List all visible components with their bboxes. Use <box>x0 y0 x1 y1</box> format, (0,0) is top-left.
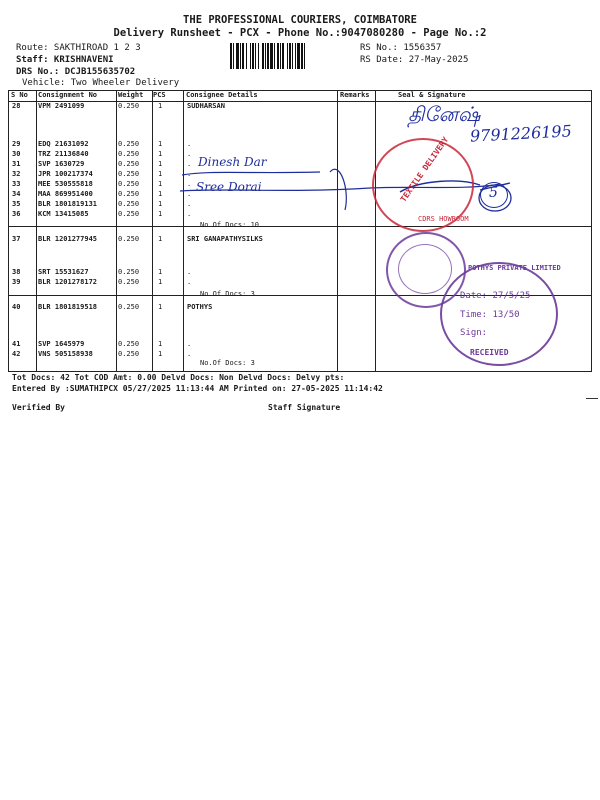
row-35-det: . <box>187 200 192 208</box>
handwritten-signature: தினேஷ் <box>408 102 481 126</box>
drs-number: DRS No.: DCJB155635702 <box>16 67 136 77</box>
row-42-pcs: 1 <box>158 350 163 358</box>
row-35-con: BLR 1801819131 <box>38 200 98 208</box>
row-29-det: . <box>187 140 192 148</box>
row-28-pcs: 1 <box>158 102 163 110</box>
row-38-det: . <box>187 268 192 276</box>
rs-number: RS No.: 1556357 <box>360 43 442 53</box>
row-29-con: EDQ 21631092 <box>38 140 89 148</box>
row-30-pcs: 1 <box>158 150 163 158</box>
entered-by-line: Entered By :SUMATHIPCX 05/27/2025 11:13:44 AM Printed on: 27-05-2025 11:14:42 <box>12 384 383 393</box>
row-33-sno: 33 <box>12 180 21 188</box>
row-34-det: . <box>187 190 192 198</box>
row-31-con: SVP 1630729 <box>38 160 85 168</box>
row-35-wt: 0.250 <box>118 200 140 208</box>
row-29-sno: 29 <box>12 140 21 148</box>
barcode <box>230 43 354 69</box>
handwritten-mark-5: 5 <box>489 185 498 201</box>
row-34-con: MAA 869951400 <box>38 190 93 198</box>
row-39-det: . <box>187 278 192 286</box>
row-36-det: . <box>187 210 192 218</box>
row-33-wt: 0.250 <box>118 180 140 188</box>
pothys-ring-text: POTHYS PRIVATE LIMITED <box>468 264 561 272</box>
row-28-wt: 0.250 <box>118 102 140 110</box>
row-40-wt: 0.250 <box>118 303 140 311</box>
row-31-det: . <box>187 160 192 168</box>
row-32-wt: 0.250 <box>118 170 140 178</box>
row-35-sno: 35 <box>12 200 21 208</box>
totals-line: Tot Docs: 42 Tot COD Amt: 0.00 Delvd Docs: Non Delvd Docs: Delvy pts: <box>12 373 345 382</box>
row-37-sno: 37 <box>12 235 21 243</box>
pothys-received-text: RECEIVED <box>470 348 509 357</box>
row-39-con: BLR 1201278172 <box>38 278 98 286</box>
pothys-sign: Sign: <box>460 328 488 338</box>
col-consignment: Consignment No <box>38 91 98 99</box>
runsheet-subtitle: Delivery Runsheet - PCX - Phone No.:9047080280 - Page No.:2 <box>113 27 487 39</box>
col-weight: Weight <box>118 91 144 99</box>
row-32-sno: 32 <box>12 170 21 178</box>
row-42-sno: 42 <box>12 350 21 358</box>
margin-tick <box>586 398 598 399</box>
col-consignee: Consignee Details <box>186 91 258 99</box>
row-41-con: SVP 1645979 <box>38 340 85 348</box>
row-36-sno: 36 <box>12 210 21 218</box>
row-36-wt: 0.250 <box>118 210 140 218</box>
pothys-date: Date: 27/5/25 <box>460 291 531 301</box>
row-28-sno: 28 <box>12 102 21 110</box>
handwritten-name-2: Sree Dorai <box>196 180 262 194</box>
route-label: Route: SAKTHIROAD 1 2 3 <box>16 43 141 53</box>
row-32-det: . <box>187 170 192 178</box>
col-pcs: PCS <box>153 91 166 99</box>
row-35-pcs: 1 <box>158 200 163 208</box>
handwritten-phone: 9791226195 <box>469 121 573 146</box>
row-33-con: MEE 530555818 <box>38 180 93 188</box>
col-remarks: Remarks <box>340 91 370 99</box>
row-38-sno: 38 <box>12 268 21 276</box>
row-41-pcs: 1 <box>158 340 163 348</box>
group-docs-1: No.Of Docs: 10 <box>200 221 260 229</box>
handwritten-name-1: Dinesh Dar <box>198 155 267 169</box>
row-37-det: SRI GANAPATHYSILKS <box>187 235 263 243</box>
group-docs-3: No.Of Docs: 3 <box>200 359 255 367</box>
row-29-pcs: 1 <box>158 140 163 148</box>
row-41-sno: 41 <box>12 340 21 348</box>
row-40-pcs: 1 <box>158 303 163 311</box>
row-39-pcs: 1 <box>158 278 163 286</box>
row-41-wt: 0.250 <box>118 340 140 348</box>
company-title: THE PROFESSIONAL COURIERS, COIMBATORE <box>183 14 417 26</box>
row-32-con: JPR 100217374 <box>38 170 93 178</box>
row-37-pcs: 1 <box>158 235 163 243</box>
row-37-wt: 0.250 <box>118 235 140 243</box>
row-28-det: SUDHARSAN <box>187 102 225 110</box>
row-42-wt: 0.250 <box>118 350 140 358</box>
col-sno: S No <box>11 91 28 99</box>
row-30-wt: 0.250 <box>118 150 140 158</box>
row-30-con: TRZ 21136840 <box>38 150 89 158</box>
group-docs-2: No.Of Docs: 3 <box>200 290 255 298</box>
rs-date: RS Date: 27-May-2025 <box>360 55 469 65</box>
row-40-sno: 40 <box>12 303 21 311</box>
row-37-con: BLR 1201277945 <box>38 235 98 243</box>
row-32-pcs: 1 <box>158 170 163 178</box>
staff-signature-label: Staff Signature <box>268 403 341 412</box>
row-33-pcs: 1 <box>158 180 163 188</box>
row-38-wt: 0.250 <box>118 268 140 276</box>
row-36-con: KCM 13415085 <box>38 210 89 218</box>
row-30-sno: 30 <box>12 150 21 158</box>
row-34-wt: 0.250 <box>118 190 140 198</box>
row-34-sno: 34 <box>12 190 21 198</box>
circled-mark <box>480 182 508 208</box>
row-33-det: . <box>187 180 192 188</box>
textile-stamp-text: TEXTILE DELIVERY <box>398 135 451 204</box>
row-30-det: . <box>187 150 192 158</box>
vehicle-label: Vehicle: Two Wheeler Delivery <box>22 78 180 88</box>
col-seal-signature: Seal & Signature <box>398 91 466 99</box>
row-29-wt: 0.250 <box>118 140 140 148</box>
row-39-wt: 0.250 <box>118 278 140 286</box>
purple-inner-ring <box>398 244 452 294</box>
row-42-det: . <box>187 350 192 358</box>
row-40-det: POTHYS <box>187 303 213 311</box>
cdrs-stamp-text: CDRS HOWROOM <box>418 215 469 223</box>
row-38-pcs: 1 <box>158 268 163 276</box>
row-42-con: VNS 505158938 <box>38 350 93 358</box>
verified-by-label: Verified By <box>12 403 65 412</box>
row-41-det: . <box>187 340 192 348</box>
row-39-sno: 39 <box>12 278 21 286</box>
row-40-con: BLR 1801819518 <box>38 303 98 311</box>
row-31-wt: 0.250 <box>118 160 140 168</box>
row-34-pcs: 1 <box>158 190 163 198</box>
pothys-time: Time: 13/50 <box>460 310 520 320</box>
row-31-sno: 31 <box>12 160 21 168</box>
row-38-con: SRT 15531627 <box>38 268 89 276</box>
row-36-pcs: 1 <box>158 210 163 218</box>
staff-label: Staff: KRISHNAVENI <box>16 55 114 65</box>
row-28-con: VPM 2491099 <box>38 102 85 110</box>
row-31-pcs: 1 <box>158 160 163 168</box>
